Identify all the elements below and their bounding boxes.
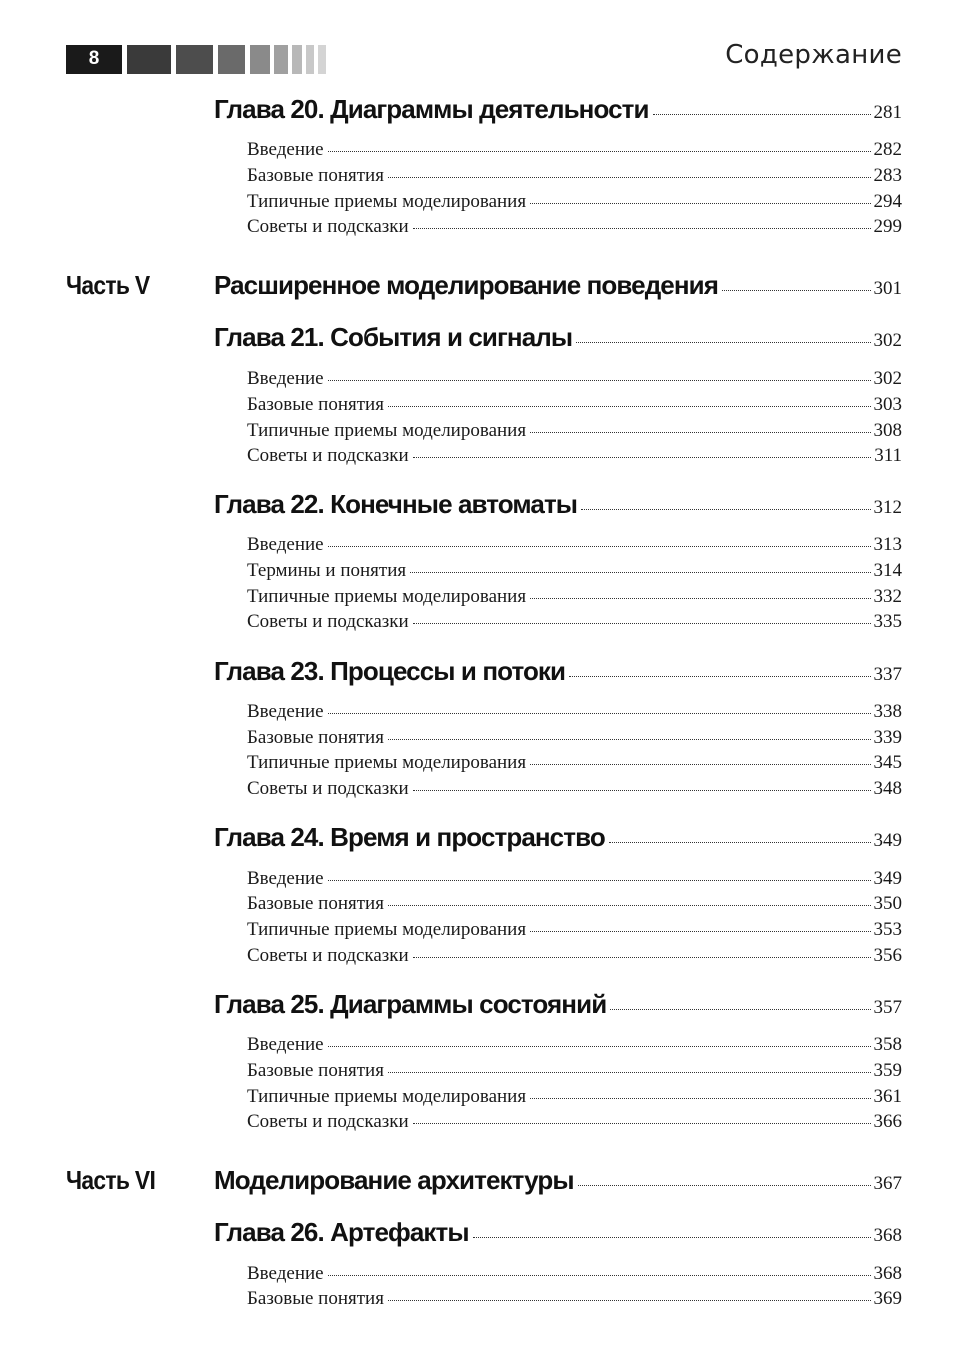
part-title: Моделирование архитектуры (214, 1165, 574, 1195)
header-bar-2 (176, 45, 213, 74)
section-title: Введение (247, 534, 324, 555)
dot-leader (388, 406, 871, 407)
dot-leader (722, 290, 870, 291)
section-title: Советы и подсказки (247, 216, 409, 237)
page-reference: 349 (873, 830, 902, 851)
toc-leader-line (214, 989, 902, 1020)
page-reference: 282 (873, 139, 902, 160)
dot-leader (569, 676, 870, 677)
page-reference: 308 (873, 420, 902, 441)
toc-leader-line (247, 165, 902, 187)
section-title: Базовые понятия (247, 727, 384, 748)
dot-leader (388, 1300, 871, 1301)
dot-leader (388, 177, 871, 178)
page-header (0, 0, 957, 90)
chapter-title: Глава 26. Артефакты (214, 1217, 469, 1247)
toc-leader-line (247, 778, 902, 800)
header-bar-4 (250, 45, 270, 74)
toc-leader-line (247, 919, 902, 941)
toc-leader-line (247, 1086, 902, 1108)
page-reference: 301 (873, 278, 902, 299)
page-reference: 359 (873, 1060, 902, 1081)
page-reference: 368 (873, 1225, 902, 1246)
running-title: Содержание (725, 40, 902, 70)
page-reference: 339 (873, 727, 902, 748)
section-title: Введение (247, 1263, 324, 1284)
section-title: Советы и подсказки (247, 611, 409, 632)
section-title: Советы и подсказки (247, 945, 409, 966)
toc-leader-line (214, 822, 902, 853)
section-title: Советы и подсказки (247, 1111, 409, 1132)
page-reference: 312 (873, 497, 902, 518)
dot-leader (610, 1009, 870, 1010)
header-bar-6 (292, 45, 302, 74)
dot-leader (530, 203, 870, 204)
section-title: Базовые понятия (247, 893, 384, 914)
toc-leader-line (247, 1288, 902, 1310)
page-reference: 356 (873, 945, 902, 966)
toc-leader-line (247, 893, 902, 915)
section-title: Введение (247, 868, 324, 889)
page-reference: 313 (873, 534, 902, 555)
dot-leader (530, 931, 870, 932)
page-reference: 302 (873, 368, 902, 389)
dot-leader (328, 713, 871, 714)
page-reference: 369 (873, 1288, 902, 1309)
page-reference: 357 (873, 997, 902, 1018)
dot-leader (388, 739, 871, 740)
page-reference: 358 (873, 1034, 902, 1055)
dot-leader (473, 1237, 871, 1238)
dot-leader (413, 228, 871, 229)
section-title: Типичные приемы моделирования (247, 586, 527, 607)
toc-leader-line (247, 727, 902, 749)
page-reference: 314 (873, 560, 902, 581)
toc-leader-line (214, 270, 902, 301)
section-title: Типичные приемы моделирования (247, 752, 527, 773)
toc-leader-line (247, 368, 902, 390)
section-title: Введение (247, 139, 324, 160)
section-title: Типичные приемы моделирования (247, 420, 527, 441)
header-bar-1 (127, 45, 171, 74)
dot-leader (388, 905, 871, 906)
section-title: Базовые понятия (247, 1288, 384, 1309)
section-title: Типичные приемы моделирования (247, 191, 527, 212)
dot-leader (410, 572, 870, 573)
section-title: Введение (247, 701, 324, 722)
page-number: 8 (66, 45, 122, 74)
chapter-title: Глава 25. Диаграммы состояний (214, 989, 607, 1019)
dot-leader (413, 957, 871, 958)
page-reference: 299 (873, 216, 902, 237)
toc-leader-line (247, 560, 902, 582)
toc-leader-line (247, 139, 902, 161)
chapter-title: Глава 23. Процессы и потоки (214, 656, 566, 686)
dot-leader (653, 114, 871, 115)
page-reference: 311 (874, 445, 902, 466)
page-reference: 345 (873, 752, 902, 773)
toc-leader-line (214, 322, 902, 353)
page-reference: 368 (873, 1263, 902, 1284)
dot-leader (328, 380, 871, 381)
dot-leader (413, 790, 871, 791)
toc-leader-line (247, 611, 902, 633)
page-reference: 367 (873, 1173, 902, 1194)
header-bar-3 (218, 45, 245, 74)
toc-leader-line (247, 945, 902, 967)
page-reference: 332 (873, 586, 902, 607)
dot-leader (388, 1072, 871, 1073)
toc-leader-line (214, 656, 902, 687)
toc-leader-line (247, 1263, 902, 1285)
toc-leader-line (247, 1111, 902, 1133)
section-title: Базовые понятия (247, 165, 384, 186)
toc-leader-line (247, 701, 902, 723)
dot-leader (413, 1123, 871, 1124)
toc-leader-line (214, 94, 902, 125)
header-bar-7 (306, 45, 314, 74)
toc-leader-line (247, 1034, 902, 1056)
toc-leader-line (247, 1060, 902, 1082)
chapter-title: Глава 20. Диаграммы деятельности (214, 94, 649, 124)
toc-leader-line (247, 420, 902, 442)
chapter-title: Глава 22. Конечные автоматы (214, 489, 578, 519)
section-title: Советы и подсказки (247, 778, 409, 799)
page-reference: 302 (873, 330, 902, 351)
dot-leader (328, 880, 871, 881)
dot-leader (413, 457, 871, 458)
toc-leader-line (247, 534, 902, 556)
page-reference: 366 (873, 1111, 902, 1132)
toc-leader-line (214, 1217, 902, 1248)
toc-leader-line (247, 394, 902, 416)
chapter-title: Глава 24. Время и пространство (214, 822, 605, 852)
toc-leader-line (247, 445, 902, 467)
dot-leader (578, 1185, 871, 1186)
toc-leader-line (247, 752, 902, 774)
dot-leader (530, 432, 870, 433)
toc-leader-line (214, 489, 902, 520)
dot-leader (576, 342, 870, 343)
page-reference: 353 (873, 919, 902, 940)
page-reference: 303 (873, 394, 902, 415)
dot-leader (530, 764, 870, 765)
page-reference: 338 (873, 701, 902, 722)
section-title: Советы и подсказки (247, 445, 409, 466)
page-reference: 335 (873, 611, 902, 632)
dot-leader (581, 509, 870, 510)
page-reference: 350 (873, 893, 902, 914)
section-title: Типичные приемы моделирования (247, 919, 527, 940)
chapter-title: Глава 21. События и сигналы (214, 322, 573, 352)
page-reference: 349 (873, 868, 902, 889)
page-reference: 337 (873, 664, 902, 685)
toc-leader-line (247, 868, 902, 890)
header-bar-8 (318, 45, 326, 74)
dot-leader (328, 1275, 871, 1276)
dot-leader (609, 842, 871, 843)
section-title: Введение (247, 368, 324, 389)
dot-leader (530, 1098, 870, 1099)
dot-leader (328, 1046, 871, 1047)
section-title: Термины и понятия (247, 560, 407, 581)
section-title: Типичные приемы моделирования (247, 1086, 527, 1107)
header-bar-5 (274, 45, 288, 74)
part-label: Часть V (66, 270, 150, 300)
section-title: Базовые понятия (247, 394, 384, 415)
toc-leader-line (214, 1165, 902, 1196)
page-reference: 361 (873, 1086, 902, 1107)
dot-leader (413, 623, 871, 624)
part-title: Расширенное моделирование поведения (214, 270, 719, 300)
page-reference: 294 (873, 191, 902, 212)
page-reference: 281 (873, 102, 902, 123)
toc-leader-line (247, 216, 902, 238)
toc-leader-line (247, 191, 902, 213)
dot-leader (530, 598, 870, 599)
section-title: Базовые понятия (247, 1060, 384, 1081)
toc-leader-line (247, 586, 902, 608)
dot-leader (328, 546, 871, 547)
page-reference: 348 (873, 778, 902, 799)
part-label: Часть VI (66, 1165, 156, 1195)
dot-leader (328, 151, 871, 152)
page-reference: 283 (873, 165, 902, 186)
section-title: Введение (247, 1034, 324, 1055)
